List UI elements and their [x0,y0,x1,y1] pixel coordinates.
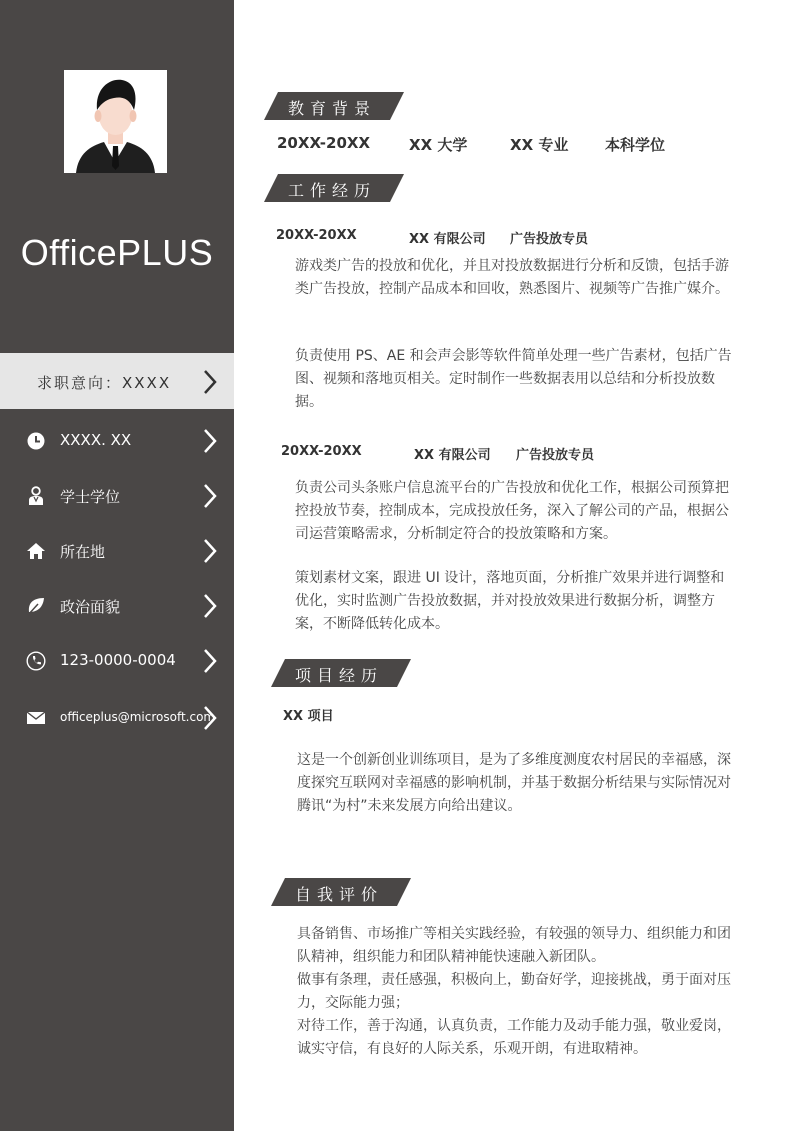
sidebar-item-label: 政治面貌 [60,598,121,616]
sidebar-item-email[interactable] [0,700,234,736]
self-evaluation-line: 具备销售、市场推广等相关实践经验，有较强的领导力、组织能力和团队精神，组织能力和团队精神能快速融入新团队。 [297,926,731,965]
sidebar-item-label: XXXX. XX [60,431,132,449]
section-title-text: 项目经历 [295,666,384,685]
job-company: XX 有限公司 [414,448,491,463]
sidebar-item-label: 学士学位 [60,488,121,506]
sidebar-item-label: officeplus@microsoft.com [60,710,216,724]
job-period: 20XX-20XX [276,228,357,243]
chevron-right-icon [203,705,217,731]
sidebar-item-label: 123-0000-0004 [60,651,176,669]
project-description: 这是一个创新创业训练项目，是为了多维度测度农村居民的幸福感，深度探究互联网对幸福感的影响机制，并基于数据分析结果与实际情况对腾讯“为村”未来发展方向给出建议。 [297,752,731,814]
sidebar-item-phone[interactable] [0,643,234,679]
sidebar-item-politics[interactable] [0,588,234,624]
education-period: 20XX-20XX [277,134,371,152]
project-name: XX 项目 [283,709,334,724]
sidebar-item-birth[interactable] [0,423,234,459]
chevron-right-icon [203,538,217,564]
sidebar [0,0,234,1131]
job-description: 策划素材文案，跟进 UI 设计，落地页面，分析推广效果并进行调整和优化，实时监测广告投放数据，并对投放效果进行数据分析，调整方案，不断降低转化成本。 [295,570,725,632]
section-title-education [264,92,404,120]
job-description: 游戏类广告的投放和优化，并且对投放数据进行分析和反馈，包括手游类广告投放，控制产品成本和回收，熟悉图片、视频等广告推广媒介。 [295,258,729,297]
section-title-project [271,659,411,687]
section-title-text: 自我评价 [295,885,384,904]
section-title-text: 工作经历 [288,181,377,200]
job-role: 广告投放专员 [510,232,589,247]
phone-icon [26,651,46,671]
self-evaluation-line: 对待工作，善于沟通，认真负责，工作能力及动手能力强，敬业爱岗，诚实守信，有良好的人际关系，乐观开朗，有进取精神。 [297,1018,731,1057]
job-description: 负责公司头条账户信息流平台的广告投放和优化工作，根据公司预算把控投放节奏，控制成本，完成投放任务，深入了解公司的产品，根据公司运营策略需求，分析制定符合的投放策略和方案。 [295,480,729,542]
job-company: XX 有限公司 [409,232,486,247]
job-period: 20XX-20XX [281,444,362,459]
chevron-right-icon [203,648,217,674]
sidebar-item-location[interactable] [0,533,234,569]
self-evaluation [297,923,733,1061]
section-title-work [264,174,404,202]
home-icon [26,541,46,561]
chevron-right-icon [203,369,217,395]
chevron-right-icon [203,593,217,619]
section-title-self [271,878,411,906]
education-school: XX 大学 [409,136,468,154]
main-content [234,0,800,1131]
mail-icon [26,708,46,728]
education-degree: 本科学位 [605,136,666,154]
clock-icon [26,431,46,451]
brand-name: OfficePLUS [20,232,214,273]
job-role: 广告投放专员 [516,448,595,463]
section-title-text: 教育背景 [288,99,377,118]
self-evaluation-line: 做事有条理，责任感强，积极向上，勤奋好学，迎接挑战，勇于面对压力，交际能力强； [297,972,731,1011]
job-intent-label: 求职意向：XXXX [37,374,172,392]
job-intent[interactable] [0,353,234,409]
sidebar-item-label: 所在地 [60,543,106,561]
leaf-icon [26,596,46,616]
chevron-right-icon [203,428,217,454]
chevron-right-icon [203,483,217,509]
profile-photo [64,70,167,173]
sidebar-item-degree[interactable] [0,478,234,514]
person-icon [26,486,46,506]
job-description: 负责使用 PS、AE 和会声会影等软件简单处理一些广告素材，包括广告图、视频和落地页相关。定时制作一些数据表用以总结和分析投放数据。 [295,348,732,410]
education-major: XX 专业 [510,136,569,154]
